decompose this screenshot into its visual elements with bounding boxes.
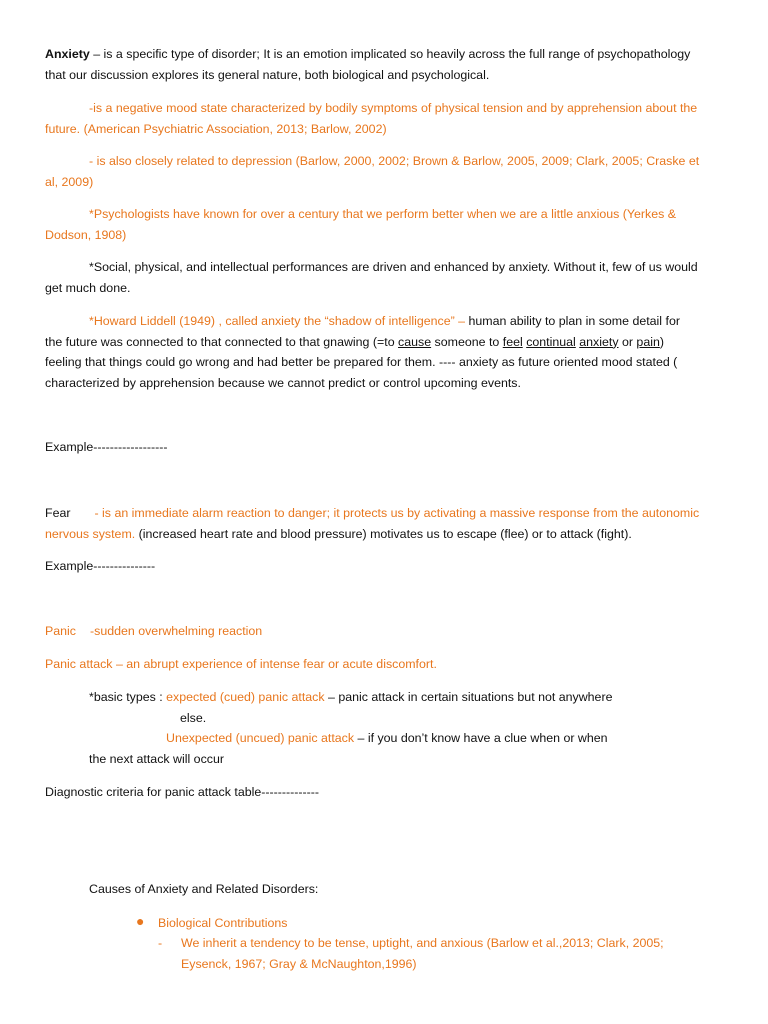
performance-paragraph [45,257,698,298]
fear-term: Fear [45,506,71,520]
example-placeholder-2: Example--------------- [45,559,156,573]
biological-sub-item [181,933,664,974]
link-cause: cause [398,334,432,349]
biological-sub-line2: Eysenck, 1967; Gray & McNaughton,1996) [181,956,417,971]
unexpected-desc-line2: the next attack will occur [89,751,224,766]
basic-types-label: *basic types : [89,690,167,704]
expected-desc: – panic attack in certain situations but not anywhere [324,690,613,704]
liddell-line1-rest: human ability to plan in some detail for [465,314,680,328]
psychologists-line2: Dodson, 1908) [45,227,127,242]
fear-def-line1: - is an immediate alarm reaction to danger; it protects us by activating a massive response from the autonomic [94,506,700,520]
depression-paragraph [45,151,699,192]
panic-attack-definition: Panic attack – an abrupt experience of intense fear or acute discomfort. [45,657,437,671]
liddell-line2-text-b: someone to [431,334,503,349]
psychologists-paragraph [45,204,676,245]
basic-types-block [45,687,612,769]
link-continual: continual [526,334,576,349]
anxiety-term: Anxiety [45,47,90,61]
liddell-line3: feeling that things could go wrong and had better be prepared for them. ---- anxiety as future oriented mood stated ( [45,355,678,369]
fear-rest-line2: (increased heart rate and blood pressure) motivates us to escape (flee) or to attack (fight). [135,526,632,541]
liddell-line2-text: the future was connected to that connected to that gnawing (=to [45,334,399,349]
liddell-quote: *Howard Liddell (1949) , called anxiety the “shadow of intelligence” – [89,314,466,328]
depression-line1: - is also closely related to depression (Barlow, 2000, 2002; Brown & Barlow, 2005, 2009; Clark, 2005; Craske et [89,154,700,168]
liddell-or: or [618,334,637,349]
sub-item-dash: - [158,936,163,950]
diagnostic-criteria-line: Diagnostic criteria for panic attack table-------------- [45,785,320,799]
panic-term: Panic [45,624,76,638]
unexpected-panic-attack: Unexpected (uncued) panic attack [166,731,355,745]
fear-def-line2: nervous system. [45,526,136,541]
negative-mood-line2: future. (American Psychiatric Association, 2013; Barlow, 2002) [45,121,387,136]
bullet-icon: ● [136,913,145,929]
unexpected-desc: – if you don’t know have a clue when or when [354,731,608,745]
anxiety-def-line2: that our discussion explores its general nature, both biological and psychological. [45,67,490,82]
biological-contributions-item: Biological Contributions [158,916,288,930]
fear-paragraph [45,503,699,544]
negative-mood-paragraph [45,98,697,139]
link-anxiety: anxiety [579,334,619,349]
link-feel: feel [502,334,523,349]
anxiety-paragraph [45,44,690,85]
performance-line1: *Social, physical, and intellectual performances are driven and enhanced by anxiety. Without it, few of us would [89,260,698,274]
performance-line2: get much done. [45,280,131,295]
biological-sub-line1: We inherit a tendency to be tense, uptight, and anxious (Barlow et al.,2013; Clark, 2005; [181,936,664,950]
liddell-close-paren: ) [659,334,664,349]
liddell-line4: characterized by apprehension because we cannot predict or control upcoming events. [45,375,521,390]
causes-heading: Causes of Anxiety and Related Disorders: [89,882,319,896]
expected-panic-attack: expected (cued) panic attack [166,690,325,704]
link-pain: pain [636,334,660,349]
panic-line [45,621,262,642]
negative-mood-line1: -is a negative mood state characterized by bodily symptoms of physical tension and by apprehension about the [89,101,698,115]
psychologists-line1: *Psychologists have known for over a century that we perform better when we are a little anxious (Yerkes & [89,207,677,221]
depression-line2: al, 2009) [45,174,94,189]
example-placeholder-1: Example------------------ [45,440,168,454]
liddell-paragraph [45,311,680,393]
anxiety-def-line1: – is a specific type of disorder; It is an emotion implicated so heavily across the full range of psychopathology [89,47,691,61]
panic-def: -sudden overwhelming reaction [90,624,263,638]
expected-desc-line2: else. [180,710,207,725]
